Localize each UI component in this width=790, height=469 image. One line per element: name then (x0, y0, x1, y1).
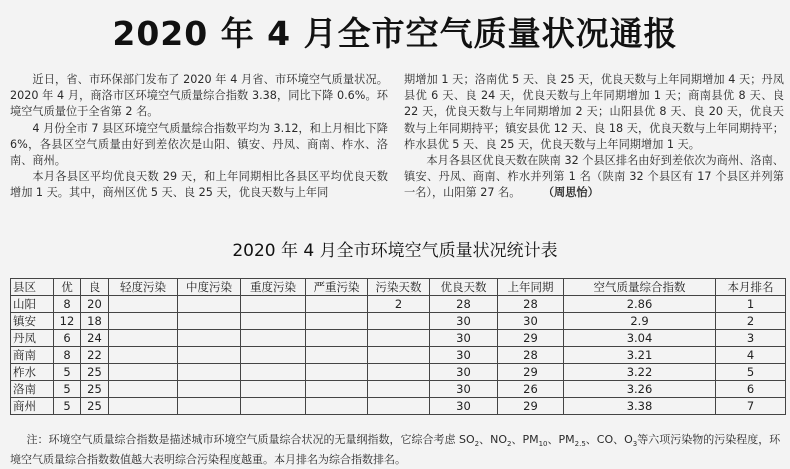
table-cell: 商南 (11, 347, 54, 364)
table-cell (178, 364, 241, 381)
table-cell: 7 (716, 398, 786, 415)
pollutant-name (522, 433, 548, 449)
author-byline: （周思怡） (548, 186, 599, 200)
table-cell: 30 (430, 381, 498, 398)
table-cell: 5 (716, 364, 786, 381)
column-header: 中度污染 (178, 279, 241, 296)
pollutant-name (624, 433, 638, 449)
pollutant-symbol: CO (596, 433, 614, 446)
table-row (11, 347, 786, 364)
table-cell: 12 (54, 313, 81, 330)
table-cell (368, 398, 430, 415)
table-cell: 24 (81, 330, 109, 347)
table-cell (368, 364, 430, 381)
table-cell: 1 (716, 296, 786, 313)
table-cell: 26 (498, 381, 564, 398)
table-cell (306, 313, 368, 330)
table-cell: 6 (54, 330, 81, 347)
table-cell: 8 (54, 296, 81, 313)
pollutant-subscript: 2 (507, 440, 512, 449)
table-cell: 25 (81, 398, 109, 415)
table-row (11, 381, 786, 398)
table-cell (109, 330, 178, 347)
table-cell (241, 330, 306, 347)
table-cell: 3.26 (564, 381, 716, 398)
table-cell: 25 (81, 381, 109, 398)
column-header: 严重污染 (306, 279, 368, 296)
table-cell (368, 347, 430, 364)
article-column-left (10, 72, 388, 202)
pollutant-name (490, 433, 512, 449)
article-paragraph: 近日，省、市环保部门发布了 2020 年 4 月省、市环境空气质量状况。2020 年 4 月，商洛市区环境空气质量综合指数 3.38，同比下降 0.6%。环境空气质量位于全省第 2 名。 (10, 73, 388, 119)
table-cell: 30 (430, 347, 498, 364)
table-cell: 5 (54, 398, 81, 415)
pollutant-subscript: 2 (474, 440, 480, 449)
pollutant-subscript: 3 (632, 440, 638, 449)
table-cell: 29 (498, 330, 564, 347)
article-paragraph-text: 本月各县区优良天数在陕南 32 个县区排名由好到差依次为商州、洛南、镇安、丹凤、商南、柞水并列第 1 名（陕南 32 个县区有 17 个县区并列第一名），山阳第 27 名。 (404, 154, 784, 200)
table-cell: 丹凤 (11, 330, 54, 347)
table-cell: 28 (498, 347, 564, 364)
table-cell (306, 364, 368, 381)
table-cell (109, 313, 178, 330)
table-cell: 30 (498, 313, 564, 330)
column-header: 县区 (11, 279, 54, 296)
article-paragraph: 期增加 1 天；洛南优 5 天、良 25 天，优良天数与上年同期增加 4 天；丹凤县优 6 天、良 24 天，优良天数与上年同期增加 1 天；商南县优 8 天、良 22 天，优良天数与上年同期增加 2 天；山阳县优 8 天、良 20 天，优良天数与上年同期持平；镇安县优 12 天、良 18 天，优良天数与上年同期持平；柞水县优 5 天、良 25 天，优良天数与上年同期增加 1 天。 (404, 73, 784, 151)
table-cell: 30 (430, 364, 498, 381)
table-cell (241, 296, 306, 313)
table-cell: 30 (430, 313, 498, 330)
pollutant-symbol: SO (459, 433, 475, 446)
table-cell (241, 347, 306, 364)
table-cell (368, 381, 430, 398)
column-header: 轻度污染 (109, 279, 178, 296)
pollutant-name (558, 433, 586, 449)
page-title: 2020 年 4 月全市空气质量状况通报 (112, 14, 678, 53)
table-cell: 18 (81, 313, 109, 330)
table-cell (109, 364, 178, 381)
table-cell: 2.9 (564, 313, 716, 330)
table-cell: 3.04 (564, 330, 716, 347)
table-header-row (11, 279, 786, 296)
table-cell: 商州 (11, 398, 54, 415)
pollutant-symbol: NO (490, 433, 507, 446)
pollutant-symbol: PM (522, 433, 539, 446)
table-cell (178, 398, 241, 415)
table-cell: 28 (498, 296, 564, 313)
table-cell (178, 381, 241, 398)
table-body (11, 296, 786, 415)
table-cell: 2.86 (564, 296, 716, 313)
table-cell: 3.22 (564, 364, 716, 381)
table-cell: 山阳 (11, 296, 54, 313)
footnote-text: 注：环境空气质量综合指数是描述城市环境空气质量综合状况的无量纲指数，它综合考虑 (26, 433, 459, 446)
table-cell: 29 (498, 364, 564, 381)
table-row (11, 330, 786, 347)
pollutant-symbol: PM (558, 433, 575, 446)
pollutant-subscript: 2.5 (574, 440, 586, 449)
table-cell: 柞水 (11, 364, 54, 381)
column-header: 重度污染 (241, 279, 306, 296)
table-cell (241, 398, 306, 415)
footnote-text: 等六项污染物的污染程度，环境空气质量综合指数数值越大表明综合污染程度越重。本月排名为综合指数排名。 (10, 433, 781, 467)
table-cell (109, 347, 178, 364)
table-cell: 8 (54, 347, 81, 364)
table-cell (241, 381, 306, 398)
table-cell (306, 381, 368, 398)
table-title: 2020 年 4 月全市环境空气质量状况统计表 (232, 241, 558, 261)
table-cell: 20 (81, 296, 109, 313)
table-row (11, 313, 786, 330)
pollutant-name (459, 433, 480, 449)
table-cell: 4 (716, 347, 786, 364)
table-cell: 2 (368, 296, 430, 313)
table-cell: 3.38 (564, 398, 716, 415)
table-cell (306, 330, 368, 347)
table-cell (109, 398, 178, 415)
column-header: 优良天数 (430, 279, 498, 296)
column-header: 良 (81, 279, 109, 296)
column-header: 污染天数 (368, 279, 430, 296)
table-row (11, 364, 786, 381)
table-cell: 2 (716, 313, 786, 330)
table-cell (109, 296, 178, 313)
table-cell: 5 (54, 364, 81, 381)
column-header: 本月排名 (716, 279, 786, 296)
table-cell: 3.21 (564, 347, 716, 364)
table-cell: 25 (81, 364, 109, 381)
table-row (11, 296, 786, 313)
table-row (11, 398, 786, 415)
article-paragraph: 本月各县区平均优良天数 29 天，和上年同期相比各县区平均优良天数增加 1 天。其中，商州区优 5 天、良 25 天，优良天数与上年同 (10, 170, 388, 200)
table-cell: 镇安 (11, 313, 54, 330)
table-cell: 5 (54, 381, 81, 398)
column-header: 空气质量综合指数 (564, 279, 716, 296)
table-cell (368, 313, 430, 330)
table-cell (368, 330, 430, 347)
table-cell: 30 (430, 398, 498, 415)
pollutant-symbol: O (624, 433, 633, 446)
table-cell: 3 (716, 330, 786, 347)
table-cell (109, 381, 178, 398)
table-cell (178, 347, 241, 364)
table-cell (306, 398, 368, 415)
table-cell: 28 (430, 296, 498, 313)
article-paragraph (404, 153, 784, 202)
article-paragraph: 4 月份全市 7 县区环境空气质量综合指数平均为 3.12，和上月相比下降 6%，各县区空气质量由好到差依次是山阳、镇安、丹凤、商南、柞水、洛南、商州。 (10, 121, 388, 168)
table-cell: 22 (81, 347, 109, 364)
table-cell: 6 (716, 381, 786, 398)
column-header: 上年同期 (498, 279, 564, 296)
table-cell (178, 313, 241, 330)
table-cell (178, 330, 241, 347)
column-header: 优 (54, 279, 81, 296)
table-cell (306, 296, 368, 313)
table-cell (178, 296, 241, 313)
air-quality-table (10, 278, 786, 415)
table-cell: 29 (498, 398, 564, 415)
table-cell: 洛南 (11, 381, 54, 398)
table-cell (241, 364, 306, 381)
table-cell: 30 (430, 330, 498, 347)
table-cell (306, 347, 368, 364)
footnote: 注：环境空气质量综合指数是描述城市环境空气质量综合状况的无量纲指数，它综合考虑 $SO_2$、$NO_2$、$PM_{10}$、$PM_{2.5}$、CO、$O_3$等六项污染物的污染程度，环境空气质量综合指数数值越大表明综合污染程度越重。本月排名为综合指数排名。 (10, 433, 781, 467)
article-column-right (404, 72, 784, 202)
pollutant-subscript: 10 (538, 440, 548, 449)
table-cell (241, 313, 306, 330)
pollutant-name (597, 433, 613, 446)
